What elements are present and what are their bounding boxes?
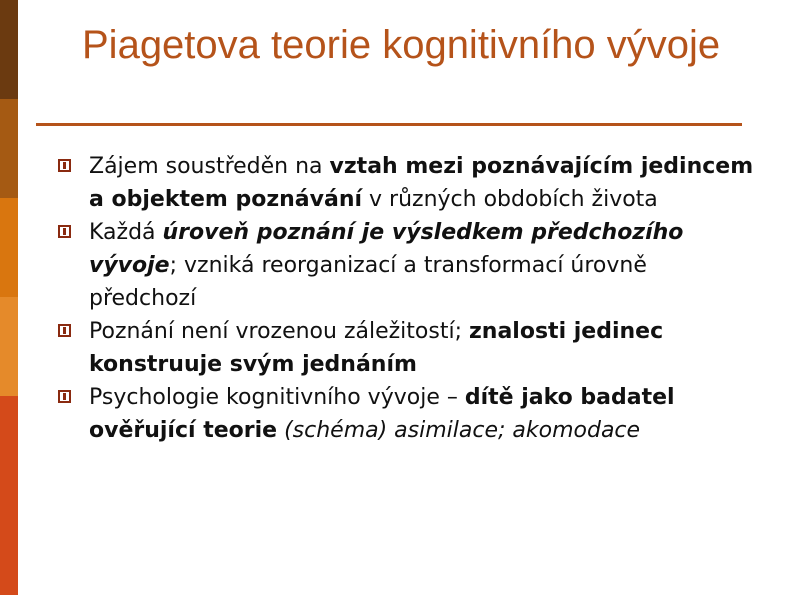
bullet-text: Poznání není vrozenou záležitostí; [89, 319, 469, 344]
bullet-italic: (schéma) asimilace; akomodace [277, 418, 641, 443]
decorative-sidebar [0, 0, 18, 595]
bullet-text: Zájem soustředěn na [89, 154, 330, 179]
bullet-item [58, 150, 758, 216]
sidebar-segment [0, 297, 18, 396]
bullet-icon [58, 324, 71, 337]
bullet-emphasis-italic: úroveň poznání je výsledkem předchozího vývoje [89, 220, 684, 278]
bullet-emphasis: znalosti jedinec konstruuje svým jednáním [89, 319, 664, 377]
sidebar-segment [0, 198, 18, 297]
bullet-list [58, 150, 758, 447]
slide-title: Piagetova teorie kognitivního vývoje [82, 23, 721, 67]
sidebar-segment [0, 0, 18, 99]
bullet-item [58, 381, 758, 447]
bullet-icon [58, 390, 71, 403]
sidebar-segment [0, 99, 18, 198]
bullet-text: Psychologie kognitivního vývoje – [89, 385, 465, 410]
bullet-text: Každá [89, 220, 163, 245]
bullet-emphasis: vztah mezi poznávajícím jedincem a objektem poznávání [89, 154, 754, 212]
bullet-text: v různých obdobích života [362, 187, 658, 212]
bullet-text: ; vzniká reorganizací a transformací úrovně předchozí [89, 253, 647, 311]
bullet-icon [58, 159, 71, 172]
bullet-item [58, 315, 758, 381]
title-underline [36, 123, 742, 126]
bullet-item [58, 216, 758, 315]
bullet-icon [58, 225, 71, 238]
bullet-emphasis: dítě jako badatel ověřující teorie [89, 385, 675, 443]
sidebar-segment [0, 396, 18, 595]
